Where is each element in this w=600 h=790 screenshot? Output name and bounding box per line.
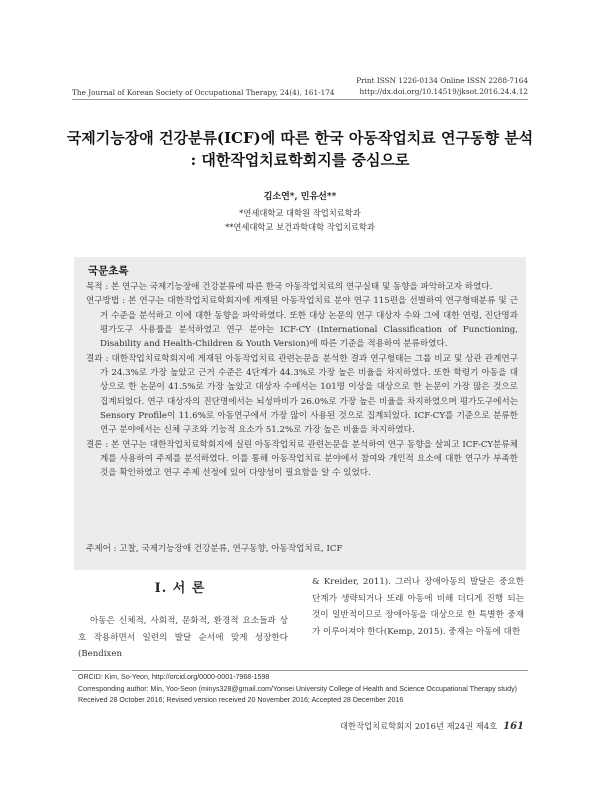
doi-link[interactable]: http://dx.doi.org/10.14519/jksot.2016.24.4.12 (359, 87, 528, 96)
abstract-purpose: 목적 : 본 연구는 국제기능장애 건강분류에 따른 한국 아동작업치료의 연구실태 및 동향을 파악하고자 하였다. (86, 282, 493, 292)
keywords: 주제어 : 고찰, 국제기능장애 건강분류, 연구동향, 아동작업치료, ICF (86, 544, 343, 554)
journal-header: The Journal of Korean Society of Occupational Therapy, 24(4), 161-174 (72, 88, 335, 97)
section-title: I. 서 론 (154, 581, 206, 596)
issn-doi-block (356, 75, 528, 97)
abstract-body (86, 280, 518, 481)
footnote-corresponding: Corresponding author: Min, Yoo-Seon (minys328@gmail.com/Yonsei University College of Health and Science Occupational Therapy study) (78, 684, 517, 693)
footer-journal-issue: 대한작업치료학회지 2016년 제24권 제4호 (340, 721, 498, 731)
body-column-left: 아동은 신체적, 사회적, 문화적, 환경적 요소들과 상호 작용하면서 일련의 발달 순서에 맞게 성장한다(Bendixen (78, 616, 288, 659)
title-line-2: : 대한작업치료학회지를 중심으로 (190, 151, 410, 169)
page-number: 161 (503, 721, 524, 732)
abstract-conclusion: 결론 : 본 연구는 대한작업치료학회지에 실린 아동작업치료 관련논문을 분석하여 연구 동향을 살피고 ICF-CY분류체계를 사용하여 주제를 분석하였다. 이를 통해 아동작업치료 분야에서 참여와 개인적 요소에 대한 연구가 부족한 것을 확인하였고 연구 주제 선정에 있어 다양성이 필요함을 알 수 있었다. (86, 439, 518, 479)
footnote-divider (72, 670, 528, 671)
issn-line: Print ISSN 1226-0134 Online ISSN 2288-7164 (356, 76, 528, 85)
abstract-heading: 국문초록 (88, 265, 129, 277)
paper-title (40, 127, 560, 171)
affiliations (0, 206, 600, 234)
page-footer (340, 720, 524, 732)
header-divider (72, 99, 528, 100)
author-list: 김소연*, 민유선** (263, 192, 337, 202)
footnote-orcid: ORCID: Kim, So-Yeon, http://orcid.org/0000-0001-7968-1598 (78, 673, 270, 681)
body-column-right: & Kreider, 2011). 그러나 장애아동의 발달은 중요한 단계가 생략되거나 또래 아동에 비해 더디게 진행 되는 것이 일반적이므로 장애아동을 대상으로 한 특별한 중재가 이루어져야 한다(Kemp, 2015). 중재는 아동에 대한 (312, 577, 524, 637)
abstract-methods: 연구방법 : 본 연구는 대한작업치료학회지에 게재된 아동작업치료 분야 연구 115편을 선별하여 연구형태분류 및 근거 수준을 분석하고 이에 대한 동향을 파악하였다. 또한 대상 논문의 연구 대상자 수와 그에 대한 연령, 진단명과 평가도구 사용률을 분석하였고 연구 분야는 ICF-CY (International Classification of Functioning, Disability and Health-Children & Youth Version)에 따른 기준을 적용하여 분류하였다. (86, 296, 518, 350)
abstract-results: 결과 : 대한작업치료학회지에 게재된 아동작업치료 관련논문을 분석한 결과 연구형태는 그룹 비교 및 상관 관계연구가 24.3%로 가장 높았고 근거 수준은 4단계가 44.3%로 가장 높은 비율을 차지하였다. 또한 학령기 아동을 대상으로 한 논문이 41.5%로 가장 높았고 대상자 수에서는 101명 이상을 대상으로 한 논문이 가장 많은 것으로 집계되었다. 연구 대상자의 진단명에서는 뇌성마비가 26.0%로 가장 높은 비율을 차지하였으며 평가도구에서는 Sensory Profile이 11.6%로 아동연구에서 가장 많이 사용된 것으로 집계되었다. ICF-CY를 기준으로 분류한 연구 분야에서는 신체 구조와 기능적 요소가 51.2%로 가장 높은 비율을 차지하였다. (86, 353, 518, 436)
title-line-1: 국제기능장애 건강분류(ICF)에 따른 한국 아동작업치료 연구동향 분석 (66, 129, 534, 147)
footnotes (78, 672, 538, 707)
affiliation-1: *연세대학교 대학원 작업치료학과 (239, 208, 361, 218)
affiliation-2: **연세대학교 보건과학대학 작업치료학과 (225, 222, 375, 232)
footnote-received: Received 28 October 2016; Revised version received 20 November 2016; Accepted 28 December 2016 (78, 696, 404, 705)
